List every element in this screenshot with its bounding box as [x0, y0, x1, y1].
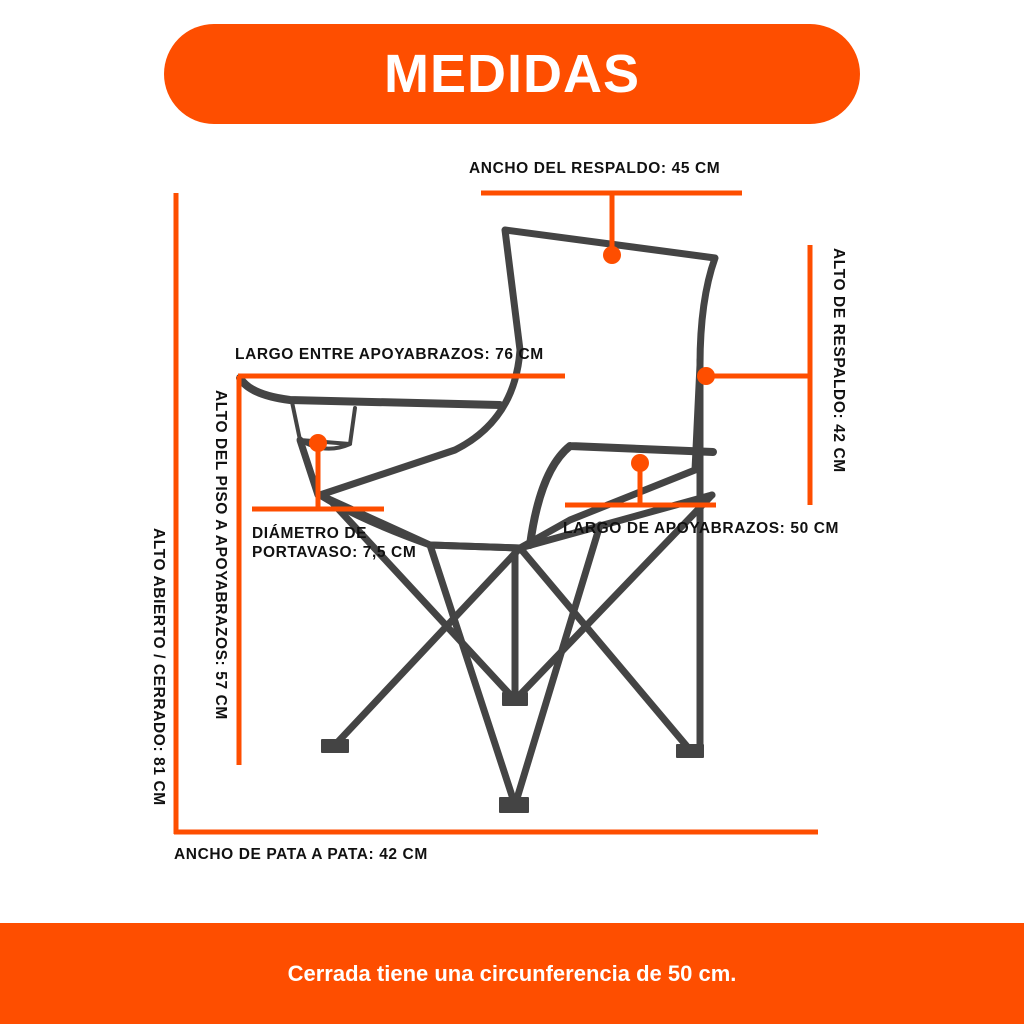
armrest-length-dot	[631, 454, 649, 472]
floor-to-armrest-label: ALTO DEL PISO A APOYABRAZOS: 57 CM	[212, 390, 229, 720]
between-armrests-label: LARGO ENTRE APOYABRAZOS: 76 CM	[235, 346, 544, 363]
cup-holder-dot	[309, 434, 327, 452]
foot-back	[503, 693, 527, 705]
foot-right	[677, 745, 703, 757]
footer-note: Cerrada tiene una circunferencia de 50 cm.	[287, 960, 737, 986]
leg-c	[520, 548, 690, 750]
footer-banner	[0, 923, 1024, 1024]
leg-a	[430, 545, 515, 805]
page-title: MEDIDAS	[383, 44, 640, 104]
backrest-height-dot	[697, 367, 715, 385]
foot-left	[322, 740, 348, 752]
left-armrest	[240, 378, 500, 405]
leg-d	[515, 525, 600, 805]
backrest-height-label: ALTO DE RESPALDO: 42 CM	[830, 248, 847, 473]
foot-front	[500, 798, 528, 812]
cup-holder-label-line1: DIÁMETRO DE	[252, 525, 368, 542]
chair-fabric	[320, 230, 715, 548]
leg-to-leg-label: ANCHO DE PATA A PATA: 42 CM	[174, 846, 428, 863]
leg-b	[335, 548, 520, 745]
backrest-width-label: ANCHO DEL RESPALDO: 45 CM	[469, 160, 721, 177]
backrest-width-dot	[603, 246, 621, 264]
cup-holder-label-line2: PORTAVASO: 7,5 CM	[252, 544, 417, 561]
armrest-length-label: LARGO DE APOYABRAZOS: 50 CM	[563, 520, 839, 537]
open-closed-height-label: ALTO ABIERTO / CERRADO: 81 CM	[150, 528, 167, 806]
